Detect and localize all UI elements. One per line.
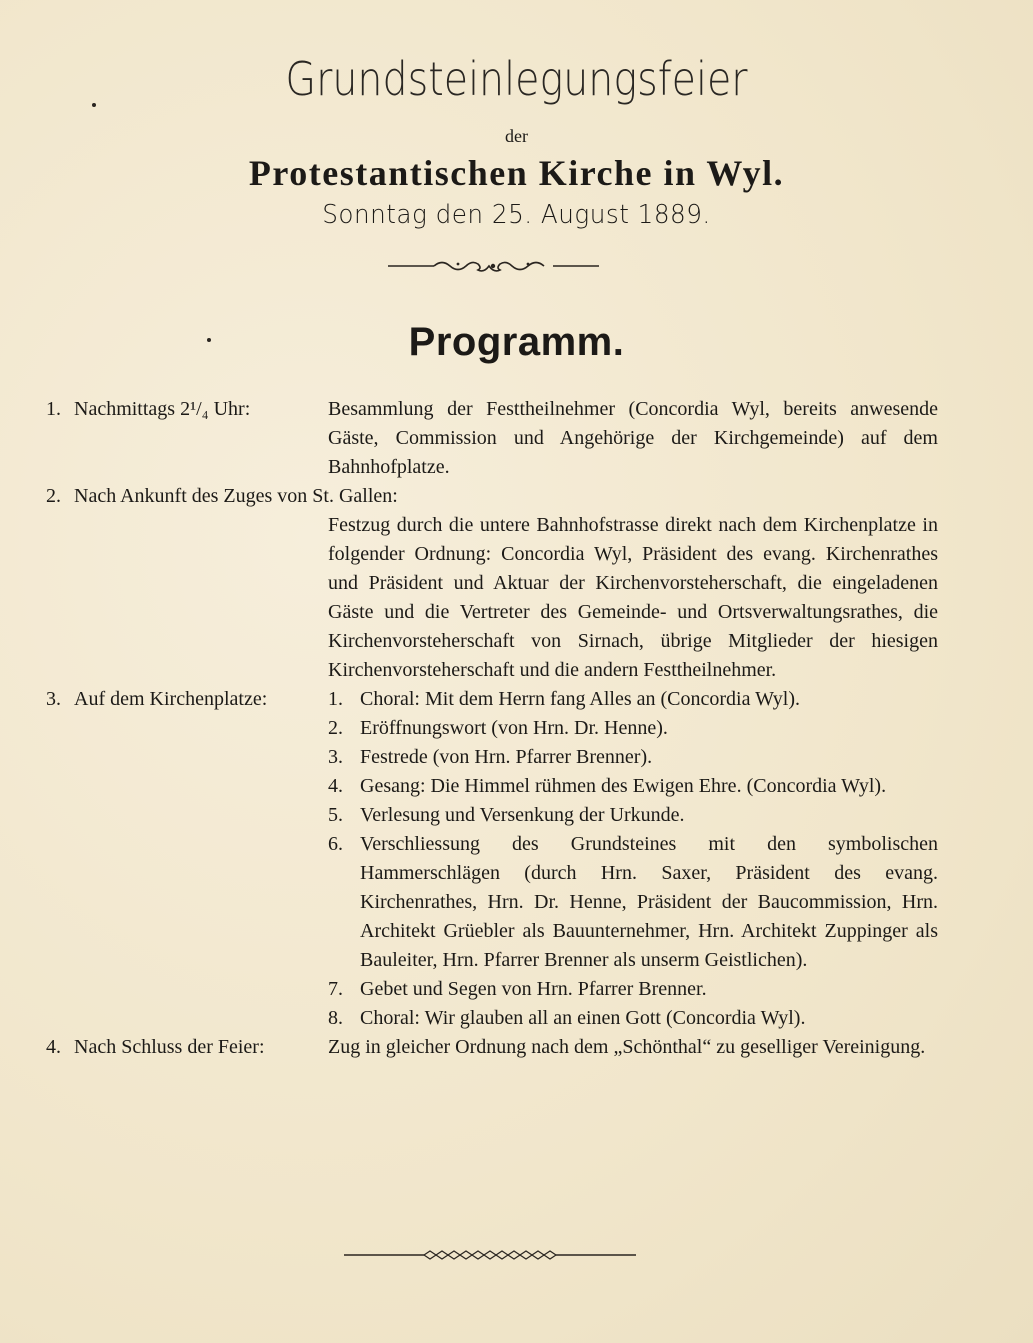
sub-item-number: 5. xyxy=(328,804,343,826)
item-number: 1. xyxy=(46,398,61,420)
paper-speck xyxy=(207,338,211,342)
item-label: Auf dem Kirchenplatze: xyxy=(74,688,268,710)
program-item-3 xyxy=(46,685,938,1033)
sub-item-number: 4. xyxy=(328,775,343,797)
item-number: 4. xyxy=(46,1036,61,1058)
sub-item-text: Verlesung und Versenkung der Urkunde. xyxy=(360,804,685,826)
item-text: Zug in gleicher Ordnung nach dem „Schönthal“ zu geselliger Vereinigung. xyxy=(328,1036,926,1058)
sub-item-text: Gebet und Segen von Hrn. Pfarrer Brenner. xyxy=(360,978,707,1000)
sub-item-text: Choral: Mit dem Herrn fang Alles an (Concordia Wyl). xyxy=(360,688,800,710)
program-heading: Programm. xyxy=(408,320,625,364)
item-label: Nachmittags 2¹/₄ Uhr: xyxy=(74,398,251,420)
sub-item-text: Verschliessung des Grundsteines mit den symbolischen Hammerschlägen (durch Hrn. Saxer, Präsident des evang. Kirchenrathes, Hrn. Dr. Henne, Präsident der Baucommission, Hrn. Architekt Grüebler als Bauunternehmer, Hrn. Architekt Zuppinger als Bauleiter, Hrn. Pfarrer Brenner als unserm Geistlichen). xyxy=(360,833,938,971)
sub-list xyxy=(328,685,938,1033)
program-list xyxy=(46,395,938,1062)
document-subtitle: Protestantischen Kirche in Wyl. xyxy=(248,153,785,193)
sub-item xyxy=(328,743,938,772)
title-connector: der xyxy=(505,126,528,146)
sub-item xyxy=(328,685,938,714)
event-date: Sonntag den 25. August 1889. xyxy=(322,200,711,230)
decorative-ornament-bottom xyxy=(344,1248,636,1262)
sub-item-number: 2. xyxy=(328,717,343,739)
sub-item xyxy=(328,975,938,1004)
sub-item xyxy=(328,772,938,801)
program-item-4 xyxy=(46,1033,938,1062)
decorative-ornament-top xyxy=(386,257,601,275)
sub-item xyxy=(328,714,938,743)
sub-item-text: Festrede (von Hrn. Pfarrer Brenner). xyxy=(360,746,653,768)
item-text: Festzug durch die untere Bahnhofstrasse direkt nach dem Kirchenplatze in folgender Ordnung: Concordia Wyl, Präsident des evang. Kirchenrathes und Präsident und Aktuar der Kirchenvorsteherschaft, die eingeladenen Gäste und die Vertreter des Gemeinde- und Ortsverwaltungsrathes, die Kirchenvorsteherschaft von Sirnach, übrige Mitglieder der hiesigen Kirchenvorsteherschaft und die andern Festtheilnehmer. xyxy=(328,514,938,681)
sub-item xyxy=(328,801,938,830)
program-item-2 xyxy=(46,482,938,511)
sub-item-number: 7. xyxy=(328,978,343,1000)
sub-item-number: 6. xyxy=(328,833,343,855)
sub-item-number: 8. xyxy=(328,1007,343,1029)
sub-item xyxy=(328,830,938,975)
item-text: Besammlung der Festtheilnehmer (Concordia Wyl, bereits anwesende Gäste, Commission und Angehörige der Kirchgemeinde) auf dem Bahnhofplatze. xyxy=(328,398,938,478)
item-number: 3. xyxy=(46,688,61,710)
sub-item-number: 3. xyxy=(328,746,343,768)
item-label: Nach Ankunft des Zuges von St. Gallen: xyxy=(74,485,398,507)
sub-item-text: Choral: Wir glauben all an einen Gott (Concordia Wyl). xyxy=(360,1007,806,1029)
item-number: 2. xyxy=(46,485,61,507)
document-title: Grundsteinlegungsfeier xyxy=(285,52,748,106)
item-label: Nach Schluss der Feier: xyxy=(74,1036,265,1058)
sub-item-number: 1. xyxy=(328,688,343,710)
sub-item xyxy=(328,1004,938,1033)
paper-speck xyxy=(92,103,96,107)
sub-item-text: Eröffnungswort (von Hrn. Dr. Henne). xyxy=(360,717,668,739)
sub-item-text: Gesang: Die Himmel rühmen des Ewigen Ehre. (Concordia Wyl). xyxy=(360,775,887,797)
program-item-1 xyxy=(46,395,938,482)
